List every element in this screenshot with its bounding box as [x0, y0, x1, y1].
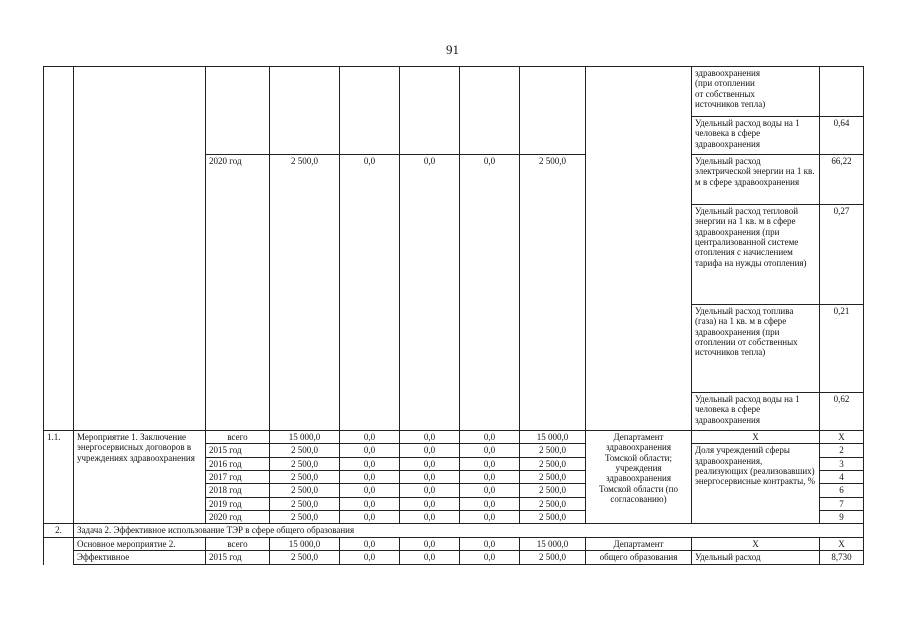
indicator-text: Удельный расход топлива (газа) на 1 кв. м в сфере здравоохранения (при отоплении от собственных источников тепла)	[692, 305, 820, 393]
amount-cell: 2 500,0	[520, 551, 586, 565]
amount-cell: 2 500,0	[520, 457, 586, 470]
indicator-text: Удельный расход	[692, 551, 820, 565]
indicator-value: 0,64	[820, 117, 864, 155]
indicator-text: Удельный расход воды на 1 человека в сфере здравоохранения	[692, 393, 820, 431]
amount-cell: 0,0	[400, 537, 460, 550]
total-cell: 2 500,0	[270, 471, 340, 484]
amount-cell: 0,0	[460, 484, 520, 497]
amount-cell: 15 000,0	[520, 537, 586, 550]
amount-cell: 0,0	[460, 511, 520, 524]
indicator-value: 8,730	[820, 551, 864, 565]
period-cell: 2018 год	[206, 484, 270, 497]
indicator-value: 9	[820, 511, 864, 524]
period-cell: всего	[206, 431, 270, 444]
amount-cell: 0,0	[400, 457, 460, 470]
row-number: 1.1.	[44, 431, 74, 524]
total-cell: 2 500,0	[270, 511, 340, 524]
total-cell: 2 500,0	[270, 457, 340, 470]
amount-cell: 0,0	[340, 511, 400, 524]
amount-cell: 0,0	[400, 484, 460, 497]
amount-cell: 0,0	[400, 551, 460, 565]
indicator-value: 0,21	[820, 305, 864, 393]
amount-cell: 0,0	[400, 511, 460, 524]
amount-cell: 0,0	[460, 551, 520, 565]
indicator-value: 0,62	[820, 393, 864, 431]
executor-cell: Департамент здравоохранения Томской области; учреждения здравоохранения Томской области (по согласованию)	[586, 431, 692, 524]
amount-cell: 0,0	[460, 155, 520, 431]
amount-cell: 2 500,0	[520, 497, 586, 510]
measure-name: Мероприятие 1. Заключение энергосервисных договоров в учреждениях здравоохранения	[74, 431, 206, 524]
indicator-value	[820, 67, 864, 117]
amount-cell: 0,0	[340, 155, 400, 431]
executor-cell: общего образования	[586, 551, 692, 565]
total-cell: 2 500,0	[270, 551, 340, 565]
amount-cell: 2 500,0	[520, 471, 586, 484]
indicator-value: Х	[820, 431, 864, 444]
amount-cell: 0,0	[340, 497, 400, 510]
indicator-value: 6	[820, 484, 864, 497]
period-cell: 2019 год	[206, 497, 270, 510]
amount-cell: 0,0	[340, 551, 400, 565]
period-cell: всего	[206, 537, 270, 550]
year-cell: 2020 год	[206, 155, 270, 431]
amount-cell: 0,0	[340, 457, 400, 470]
amount-cell: 0,0	[460, 537, 520, 550]
period-cell: 2017 год	[206, 471, 270, 484]
row-number: 2.	[44, 524, 74, 537]
amount-cell: 0,0	[340, 431, 400, 444]
amount-cell: 0,0	[460, 457, 520, 470]
indicator-text: Доля учреждений сферы здравоохранения, реализующих (реализовавших) энергосервисные контракты, %	[692, 444, 820, 524]
measure-name: Эффективное	[74, 551, 206, 565]
amount-cell: 0,0	[340, 444, 400, 457]
period-cell: 2015 год	[206, 444, 270, 457]
amount-cell: 2 500,0	[520, 484, 586, 497]
indicator-text: Удельный расход электрической энергии на 1 кв. м в сфере здравоохранения	[692, 155, 820, 205]
amount-cell: 2 500,0	[520, 444, 586, 457]
period-cell: 2015 год	[206, 551, 270, 565]
total-cell: 15 000,0	[270, 537, 340, 550]
amount-cell: 0,0	[400, 471, 460, 484]
amount-cell: 0,0	[340, 471, 400, 484]
executor-cell: Департамент	[586, 537, 692, 550]
measure-name: Основное мероприятие 2.	[74, 537, 206, 550]
total-cell: 2 500,0	[270, 484, 340, 497]
amount-cell: 15 000,0	[520, 431, 586, 444]
amount-cell: 0,0	[460, 471, 520, 484]
indicator-value: 3	[820, 457, 864, 470]
total-cell: 15 000,0	[270, 431, 340, 444]
program-table	[43, 66, 864, 565]
total-cell: 2 500,0	[270, 155, 340, 431]
indicator-text: Удельный расход воды на 1 человека в сфере здравоохранения	[692, 117, 820, 155]
task-heading: Задача 2. Эффективное использование ТЭР в сфере общего образования	[74, 524, 864, 537]
amount-cell: 0,0	[460, 431, 520, 444]
amount-cell: 0,0	[400, 431, 460, 444]
amount-cell: 0,0	[340, 537, 400, 550]
indicator-value: Х	[820, 537, 864, 550]
total-cell: 2 500,0	[270, 444, 340, 457]
period-cell: 2016 год	[206, 457, 270, 470]
indicator-value: 4	[820, 471, 864, 484]
indicator-text: Удельный расход тепловой энергии на 1 кв. м в сфере здравоохранения (при централизованной системе отопления с начислением тарифа на нужды отопления)	[692, 205, 820, 305]
amount-cell: 0,0	[400, 155, 460, 431]
amount-cell: 0,0	[460, 497, 520, 510]
indicator-value: 66,22	[820, 155, 864, 205]
amount-cell: 2 500,0	[520, 155, 586, 431]
period-cell: 2020 год	[206, 511, 270, 524]
indicator-value: 0,27	[820, 205, 864, 305]
indicator-text: Х	[692, 537, 820, 550]
amount-cell: 0,0	[340, 484, 400, 497]
indicator-value: 2	[820, 444, 864, 457]
indicator-value: 7	[820, 497, 864, 510]
indicator-text: Х	[692, 431, 820, 444]
amount-cell: 2 500,0	[520, 511, 586, 524]
total-cell: 2 500,0	[270, 497, 340, 510]
page-number: 91	[446, 42, 459, 57]
amount-cell: 0,0	[400, 444, 460, 457]
amount-cell: 0,0	[400, 497, 460, 510]
indicator-text: здравоохранения (при отоплении от собственных источников тепла)	[692, 67, 820, 117]
amount-cell: 0,0	[460, 444, 520, 457]
